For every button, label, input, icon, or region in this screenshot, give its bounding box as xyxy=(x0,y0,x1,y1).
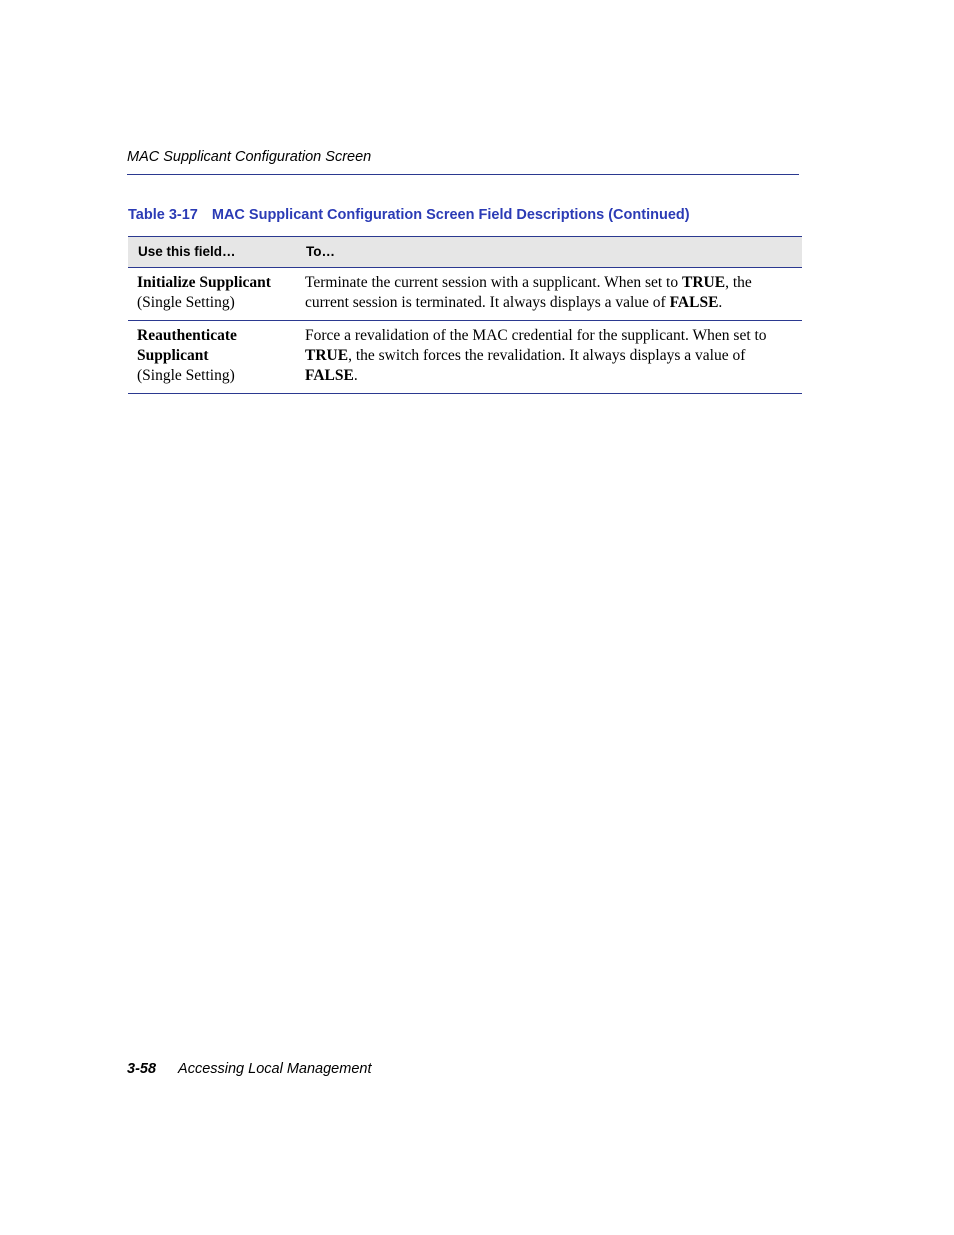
column-header-field: Use this field… xyxy=(128,237,296,268)
table-row xyxy=(128,321,802,394)
chapter-title: Accessing Local Management xyxy=(178,1061,372,1077)
field-type: (Single Setting) xyxy=(137,294,235,311)
description-text: , the current session is terminated. It always displays a value of xyxy=(305,274,752,311)
description-cell xyxy=(296,321,802,394)
table-number: Table 3-17 xyxy=(128,207,198,223)
header-rule xyxy=(127,174,799,175)
description-text: , the switch forces the revalidation. It always displays a value of xyxy=(348,347,746,364)
page-footer xyxy=(127,1061,371,1077)
page-number: 3-58 xyxy=(127,1061,157,1077)
value-true: TRUE xyxy=(305,347,349,364)
field-cell xyxy=(128,321,296,394)
description-cell xyxy=(296,268,802,321)
column-header-description: To… xyxy=(296,237,802,268)
field-name: Supplicant xyxy=(137,347,209,364)
running-head: MAC Supplicant Configuration Screen xyxy=(127,149,372,165)
field-descriptions-table xyxy=(128,236,802,394)
field-cell xyxy=(128,268,296,321)
table-title: MAC Supplicant Configuration Screen Field Descriptions (Continued) xyxy=(211,207,690,223)
table-header-row xyxy=(128,237,802,268)
field-name: Reauthenticate xyxy=(137,327,237,344)
table-row xyxy=(128,268,802,321)
description-text: Force a revalidation of the MAC credential for the supplicant. When set to xyxy=(305,327,767,344)
field-name: Initialize Supplicant xyxy=(137,274,271,291)
description-text: . xyxy=(353,367,358,384)
value-true: TRUE xyxy=(682,274,726,291)
value-false: FALSE xyxy=(669,294,719,311)
description-text: Terminate the current session with a supplicant. When set to xyxy=(305,274,682,291)
value-false: FALSE xyxy=(305,367,354,384)
table-caption xyxy=(128,207,690,223)
description-text: . xyxy=(718,294,723,311)
field-type: (Single Setting) xyxy=(137,367,235,384)
